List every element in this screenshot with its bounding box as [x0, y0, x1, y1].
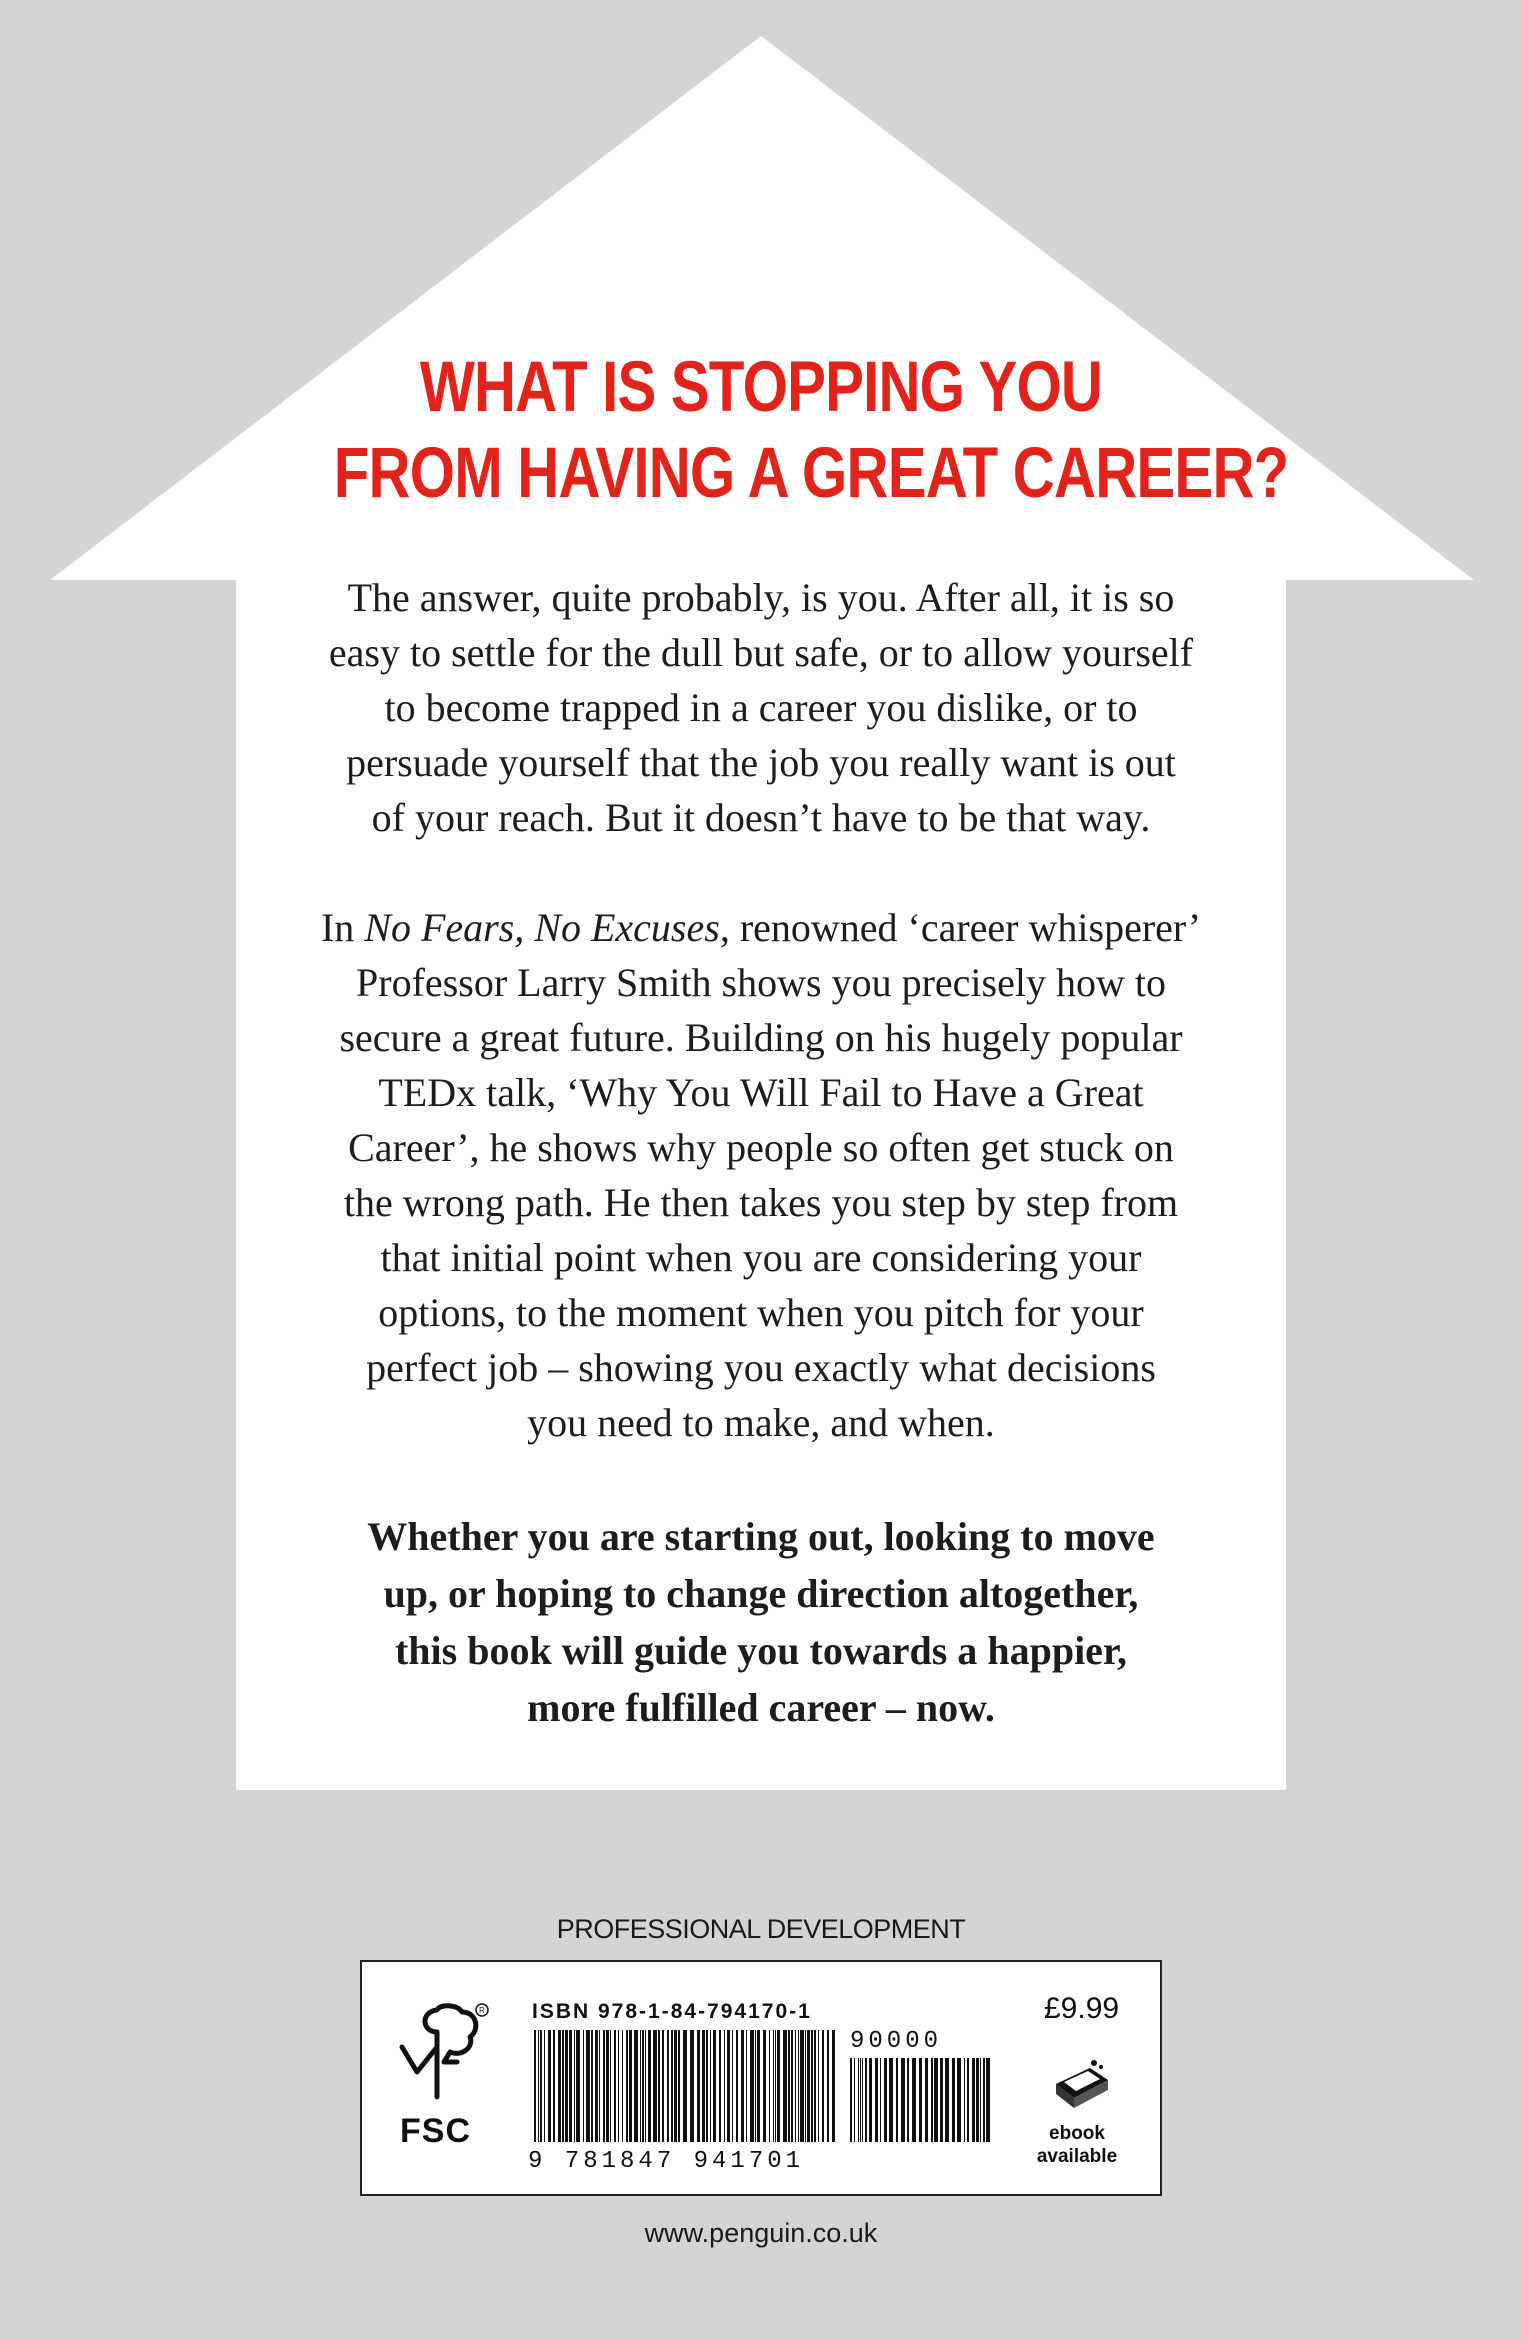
intro-line: The answer, quite probably, is you. After all, it is so: [347, 575, 1175, 620]
website-link[interactable]: www.penguin.co.uk: [644, 2218, 878, 2248]
barcode-digits: 9 781847 941701: [528, 2148, 805, 2175]
ebook-label-line-2: available: [1036, 2146, 1118, 2167]
closing-line: Whether you are starting out, looking to move: [367, 1514, 1155, 1559]
description-suffix: , renowned ‘career whisperer’: [719, 905, 1202, 950]
description-paragraph: [280, 900, 1242, 1450]
isbn-text: ISBN 978-1-84-794170-1: [532, 2000, 812, 2023]
price: £9.99: [1044, 1992, 1120, 2025]
description-line: you need to make, and when.: [527, 1400, 995, 1445]
closing-line: more fulfilled career – now.: [527, 1685, 995, 1730]
ebook-label-line-1: ebook: [1049, 2123, 1105, 2144]
description-line: that initial point when you are considering your: [380, 1235, 1142, 1280]
headline: [333, 345, 1289, 517]
description-line: the wrong path. He then takes you step by step from: [343, 1180, 1179, 1225]
headline-line-1: WHAT IS STOPPING YOU: [419, 348, 1103, 427]
intro-line: of your reach. But it doesn’t have to be that way.: [371, 795, 1151, 840]
description-prefix: In: [320, 905, 365, 950]
ebook-reader-icon: [1050, 2054, 1112, 2114]
closing-paragraph: [250, 1508, 1272, 1736]
fsc-label: FSC: [400, 2112, 471, 2150]
ebook-available-label: [1022, 2122, 1132, 2168]
description-line: Professor Larry Smith shows you precisely how to: [356, 960, 1166, 1005]
book-title: No Fears, No Excuses: [364, 905, 720, 950]
barcode-box: [360, 1960, 1162, 2196]
addon-digits: 90000: [850, 2028, 943, 2055]
fsc-tree-logo-icon: [382, 2002, 492, 2107]
intro-line: to become trapped in a career you dislike, or to: [384, 685, 1138, 730]
category-label: PROFESSIONAL DEVELOPMENT: [556, 1914, 966, 1944]
svg-text:R: R: [479, 2006, 485, 2015]
description-line: [280, 900, 1242, 955]
intro-line: easy to settle for the dull but safe, or to allow yourself: [328, 630, 1194, 675]
intro-line: persuade yourself that the job you really want is out: [346, 740, 1176, 785]
description-line: options, to the moment when you pitch for your: [378, 1290, 1144, 1335]
description-line: perfect job – showing you exactly what decisions: [366, 1345, 1156, 1390]
closing-line: this book will guide you towards a happier,: [394, 1628, 1128, 1673]
headline-line-2: FROM HAVING A GREAT CAREER?: [333, 434, 1289, 513]
description-line: secure a great future. Building on his hugely popular: [339, 1015, 1183, 1060]
description-line: TEDx talk, ‘Why You Will Fail to Have a Great: [378, 1070, 1144, 1115]
description-line: Career’, he shows why people so often get stuck on: [348, 1125, 1174, 1170]
closing-line: up, or hoping to change direction altogether,: [383, 1571, 1139, 1616]
intro-paragraph: [280, 570, 1242, 845]
